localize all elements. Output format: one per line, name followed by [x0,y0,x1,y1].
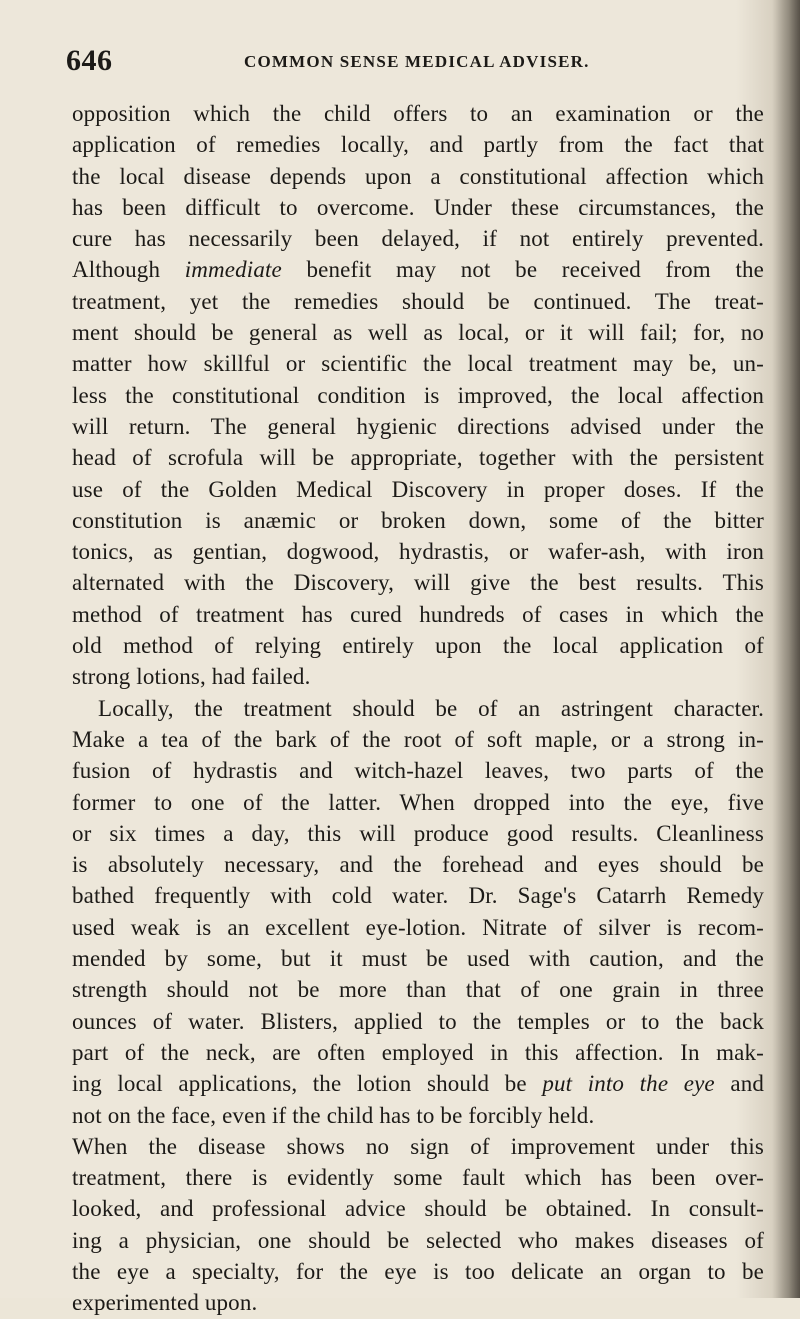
text-line: Make a tea of the bark of the root of soft maple, or a strong in- [72,726,764,752]
text-line: head of scrofula will be appropriate, together with the persistent [72,445,764,471]
body-text [72,98,764,1319]
text-line: bathed frequently with cold water. Dr. Sage's Catarrh Remedy [72,883,764,909]
text-line: alternated with the Discovery, will give the best results. This [72,570,764,596]
text-line: has been difficult to overcome. Under these circumstances, the [72,194,764,220]
text-line: method of treatment has cured hundreds of cases in which the [72,601,764,627]
text-line: ment should be general as well as local, or it will fail; for, no [72,320,764,346]
text-line: treatment, there is evidently some fault which has been over- [72,1165,764,1191]
text-line: tonics, as gentian, dogwood, hydrastis, or wafer-ash, with iron [72,539,764,565]
text-line: Locally, the treatment should be of an astringent character. [98,695,764,721]
page-header [66,44,746,84]
page-number: 646 [66,44,113,77]
text-line: old method of relying entirely upon the local application of [72,633,764,659]
text-line: ing local applications, the lotion should be put into the eye and [72,1071,765,1097]
text-line: Although immediate benefit may not be received from the [72,257,764,283]
text-line: cure has necessarily been delayed, if not entirely prevented. [72,226,764,252]
text-line: looked, and professional advice should be obtained. In consult- [72,1196,764,1222]
text-line: part of the neck, are often employed in this affection. In mak- [72,1039,764,1065]
text-line: constitution is anæmic or broken down, some of the bitter [72,507,764,533]
text-line: opposition which the child offers to an examination or the [72,101,764,126]
text-line: When the disease shows no sign of improvement under this [72,1133,764,1159]
text-line: will return. The general hygienic directions advised under the [72,413,764,439]
text-line: used weak is an excellent eye-lotion. Nitrate of silver is recom- [72,914,764,940]
text-line: or six times a day, this will produce good results. Cleanliness [72,820,764,846]
text-line: strong lotions, had failed. [72,664,311,690]
text-line: experimented upon. [72,1290,258,1316]
text-line: treatment, yet the remedies should be continued. The treat- [72,288,764,314]
running-head: COMMON SENSE MEDICAL ADVISER. [244,52,590,71]
text-line: former to one of the latter. When dropped into the eye, five [72,789,764,815]
text-line: ing a physician, one should be selected who makes diseases of [72,1227,764,1253]
text-line: strength should not be more than that of one grain in three [72,977,764,1003]
text-line: not on the face, even if the child has to be forcibly held. [72,1102,595,1128]
text-line: the local disease depends upon a constitutional affection which [72,163,764,189]
text-line: is absolutely necessary, and the forehead and eyes should be [72,852,764,878]
text-line: mended by some, but it must be used with caution, and the [72,946,764,972]
text-line: the eye a specialty, for the eye is too delicate an organ to be [72,1258,764,1284]
text-line: matter how skillful or scientific the local treatment may be, un- [72,351,764,377]
page-edge-shadow [772,0,800,1298]
text-line: ounces of water. Blisters, applied to the temples or to the back [72,1008,764,1034]
text-line: fusion of hydrastis and witch-hazel leaves, two parts of the [72,758,764,784]
text-line: use of the Golden Medical Discovery in proper doses. If the [72,476,764,502]
text-line: less the constitutional condition is improved, the local affection [72,382,764,408]
text-line: application of remedies locally, and partly from the fact that [72,132,764,158]
